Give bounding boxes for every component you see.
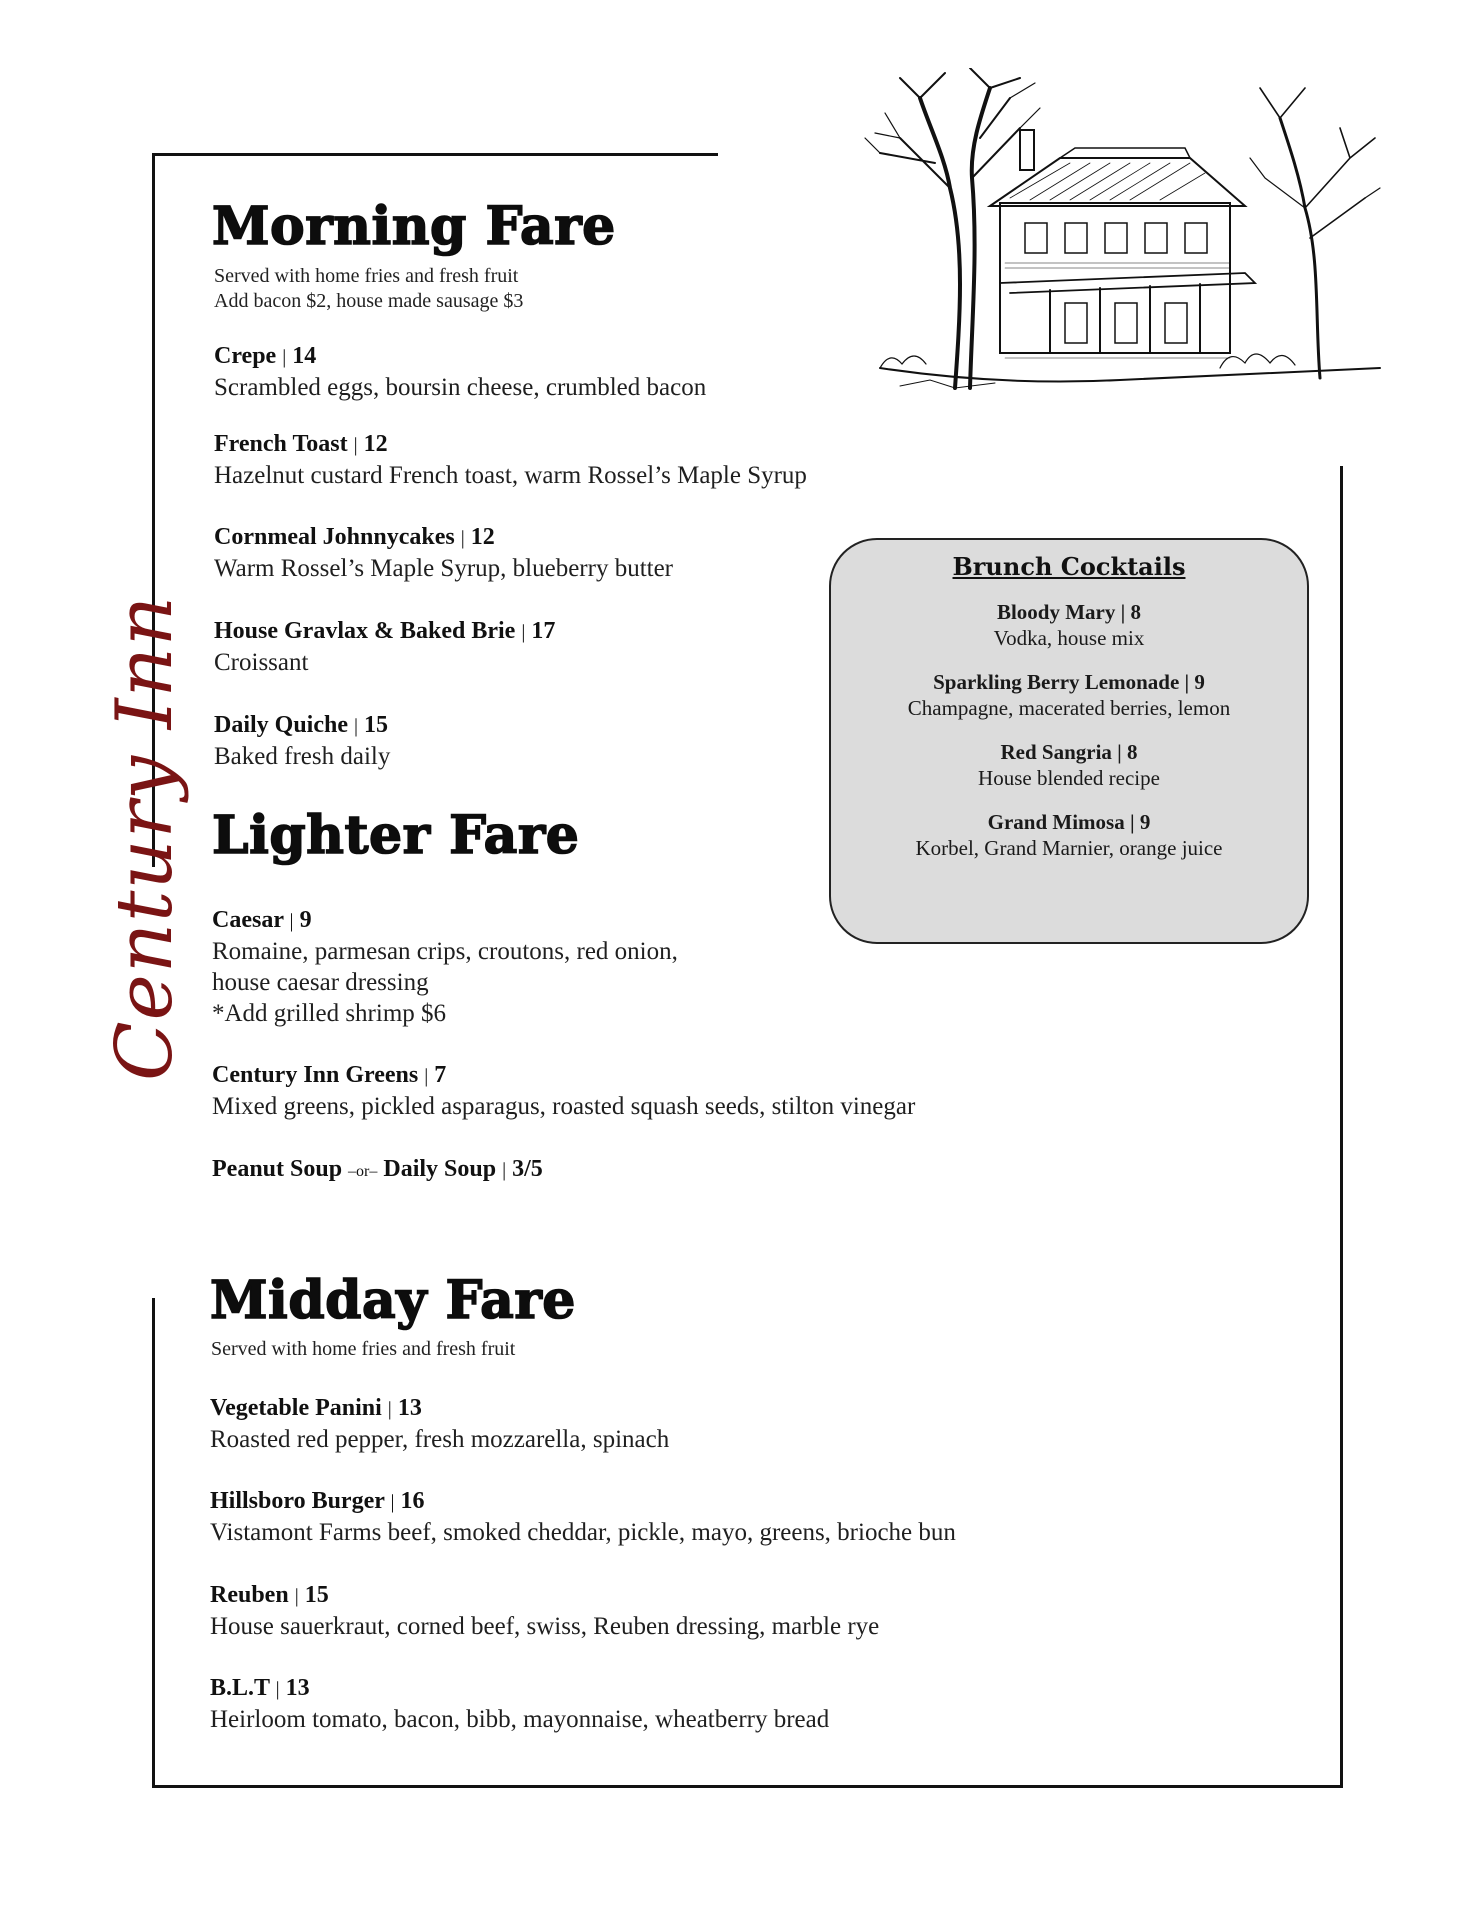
item-name: Vegetable Panini	[210, 1395, 382, 1421]
cocktail-price: 9	[1194, 670, 1205, 694]
cocktail-name: Bloody Mary	[996, 600, 1116, 624]
item-name: B.L.T	[210, 1675, 270, 1701]
menu-item-vegetable-panini: Vegetable Panini | 13 Roasted red pepper, fresh mozzarella, spinach	[210, 1395, 670, 1453]
item-name: Century Inn Greens	[212, 1062, 425, 1088]
item-name: Hillsboro Burger	[210, 1488, 385, 1514]
frame-top-line	[152, 153, 718, 156]
soup-first-name: Peanut Soup	[212, 1156, 343, 1182]
menu-item-blt: B.L.T | 13 Heirloom tomato, bacon, bibb, mayonnaise, wheatberry bread	[210, 1675, 830, 1733]
menu-item-johnnycakes: Cornmeal Johnnycakes | 12 Warm Rossel’s Maple Syrup, blueberry butter	[214, 524, 674, 582]
morning-note-2: Add bacon $2, house made sausage $3	[214, 290, 524, 312]
frame-left-line-lower	[152, 1298, 155, 1788]
cocktail-bloody-mary: Bloody Mary | 8 Vodka, house mix	[831, 599, 1307, 651]
item-description: House sauerkraut, corned beef, swiss, Reuben dressing, marble rye	[210, 1613, 880, 1640]
morning-note-1: Served with home fries and fresh fruit	[214, 265, 519, 287]
item-description: Hazelnut custard French toast, warm Rossel’s Maple Syrup	[214, 462, 807, 489]
item-name: Daily Quiche	[214, 712, 349, 738]
item-name: Cornmeal Johnnycakes	[214, 524, 455, 550]
item-name: Crepe	[214, 343, 277, 369]
menu-item-french-toast: French Toast | 12 Hazelnut custard French toast, warm Rossel’s Maple Syrup	[214, 431, 807, 489]
item-name: Reuben	[210, 1582, 289, 1608]
menu-item-reuben: Reuben | 15 House sauerkraut, corned beef, swiss, Reuben dressing, marble rye	[210, 1582, 880, 1640]
item-description: Heirloom tomato, bacon, bibb, mayonnaise, wheatberry bread	[210, 1706, 830, 1733]
item-description: Mixed greens, pickled asparagus, roasted squash seeds, stilton vinegar	[212, 1093, 916, 1120]
item-name: Caesar	[212, 907, 290, 933]
cocktail-name: Red Sangria	[1000, 740, 1112, 764]
menu-item-hillsboro-burger: Hillsboro Burger | 16 Vistamont Farms beef, smoked cheddar, pickle, mayo, greens, brioche bun	[210, 1488, 956, 1546]
cocktails-heading: Brunch Cocktails	[952, 552, 1186, 581]
item-price: 16	[400, 1488, 425, 1514]
morning-fare-heading: Morning Fare	[212, 196, 616, 257]
soup-price: 3/5	[512, 1156, 543, 1182]
item-price: 15	[304, 1582, 329, 1608]
cocktail-name: Grand Mimosa	[987, 810, 1125, 834]
item-description: Roasted red pepper, fresh mozzarella, spinach	[210, 1426, 670, 1453]
midday-fare-heading: Midday Fare	[210, 1270, 576, 1331]
item-price: 13	[285, 1675, 310, 1701]
item-description: Scrambled eggs, boursin cheese, crumbled bacon	[214, 374, 707, 401]
item-description: Romaine, parmesan crips, croutons, red onion, house caesar dressing *Add grilled shrimp $6	[212, 938, 678, 1027]
cocktail-name: Sparkling Berry Lemonade	[933, 670, 1180, 694]
frame-right-line	[1340, 466, 1343, 1788]
item-description: Baked fresh daily	[214, 743, 391, 770]
item-description: Croissant	[214, 649, 309, 676]
cocktail-description: Vodka, house mix	[993, 626, 1145, 650]
frame-bottom-line	[152, 1785, 1343, 1788]
cocktail-price: 9	[1139, 810, 1151, 834]
item-price: 13	[397, 1395, 422, 1421]
item-name: French Toast	[214, 431, 348, 457]
soup-or: –or–	[348, 1163, 378, 1180]
menu-item-soup: Peanut Soup –or– Daily Soup | 3/5	[212, 1156, 543, 1182]
item-price: 12	[363, 431, 388, 457]
brunch-cocktails-box	[829, 538, 1309, 944]
menu-item-greens: Century Inn Greens | 7 Mixed greens, pickled asparagus, roasted squash seeds, stilton vinegar	[212, 1062, 916, 1120]
cocktail-red-sangria: Red Sangria | 8 House blended recipe	[831, 739, 1307, 791]
item-name: House Gravlax & Baked Brie	[214, 618, 516, 644]
item-price: 17	[531, 618, 556, 644]
cocktail-price: 8	[1130, 600, 1142, 624]
cocktail-grand-mimosa: Grand Mimosa | 9 Korbel, Grand Marnier, orange juice	[831, 809, 1307, 861]
cocktail-description: Champagne, macerated berries, lemon	[907, 696, 1231, 720]
cocktail-description: Korbel, Grand Marnier, orange juice	[915, 836, 1223, 860]
menu-item-caesar: Caesar | 9 Romaine, parmesan crips, croutons, red onion, house caesar dressing *Add grilled shrimp $6	[212, 907, 678, 1027]
item-price: 7	[434, 1062, 447, 1088]
inn-sketch-illustration	[860, 68, 1385, 408]
item-description: Vistamont Farms beef, smoked cheddar, pickle, mayo, greens, brioche bun	[210, 1519, 956, 1546]
cocktail-description: House blended recipe	[978, 766, 1160, 790]
brand-century-inn: Century Inn	[100, 594, 190, 1081]
item-price: 14	[292, 343, 317, 369]
soup-second-name: Daily Soup	[383, 1156, 497, 1182]
menu-item-gravlax-brie: House Gravlax & Baked Brie | 17 Croissant	[214, 618, 556, 676]
item-price: 12	[470, 524, 495, 550]
lighter-fare-heading: Lighter Fare	[212, 805, 580, 866]
menu-item-daily-quiche: Daily Quiche | 15 Baked fresh daily	[214, 712, 391, 770]
item-price: 9	[299, 907, 312, 933]
menu-item-crepe: Crepe | 14 Scrambled eggs, boursin cheese, crumbled bacon	[214, 343, 707, 401]
item-description: Warm Rossel’s Maple Syrup, blueberry butter	[214, 555, 674, 582]
cocktail-berry-lemonade: Sparkling Berry Lemonade | 9 Champagne, macerated berries, lemon	[831, 669, 1307, 721]
cocktail-price: 8	[1127, 740, 1138, 764]
item-price: 15	[364, 712, 389, 738]
midday-note: Served with home fries and fresh fruit	[211, 1338, 516, 1360]
